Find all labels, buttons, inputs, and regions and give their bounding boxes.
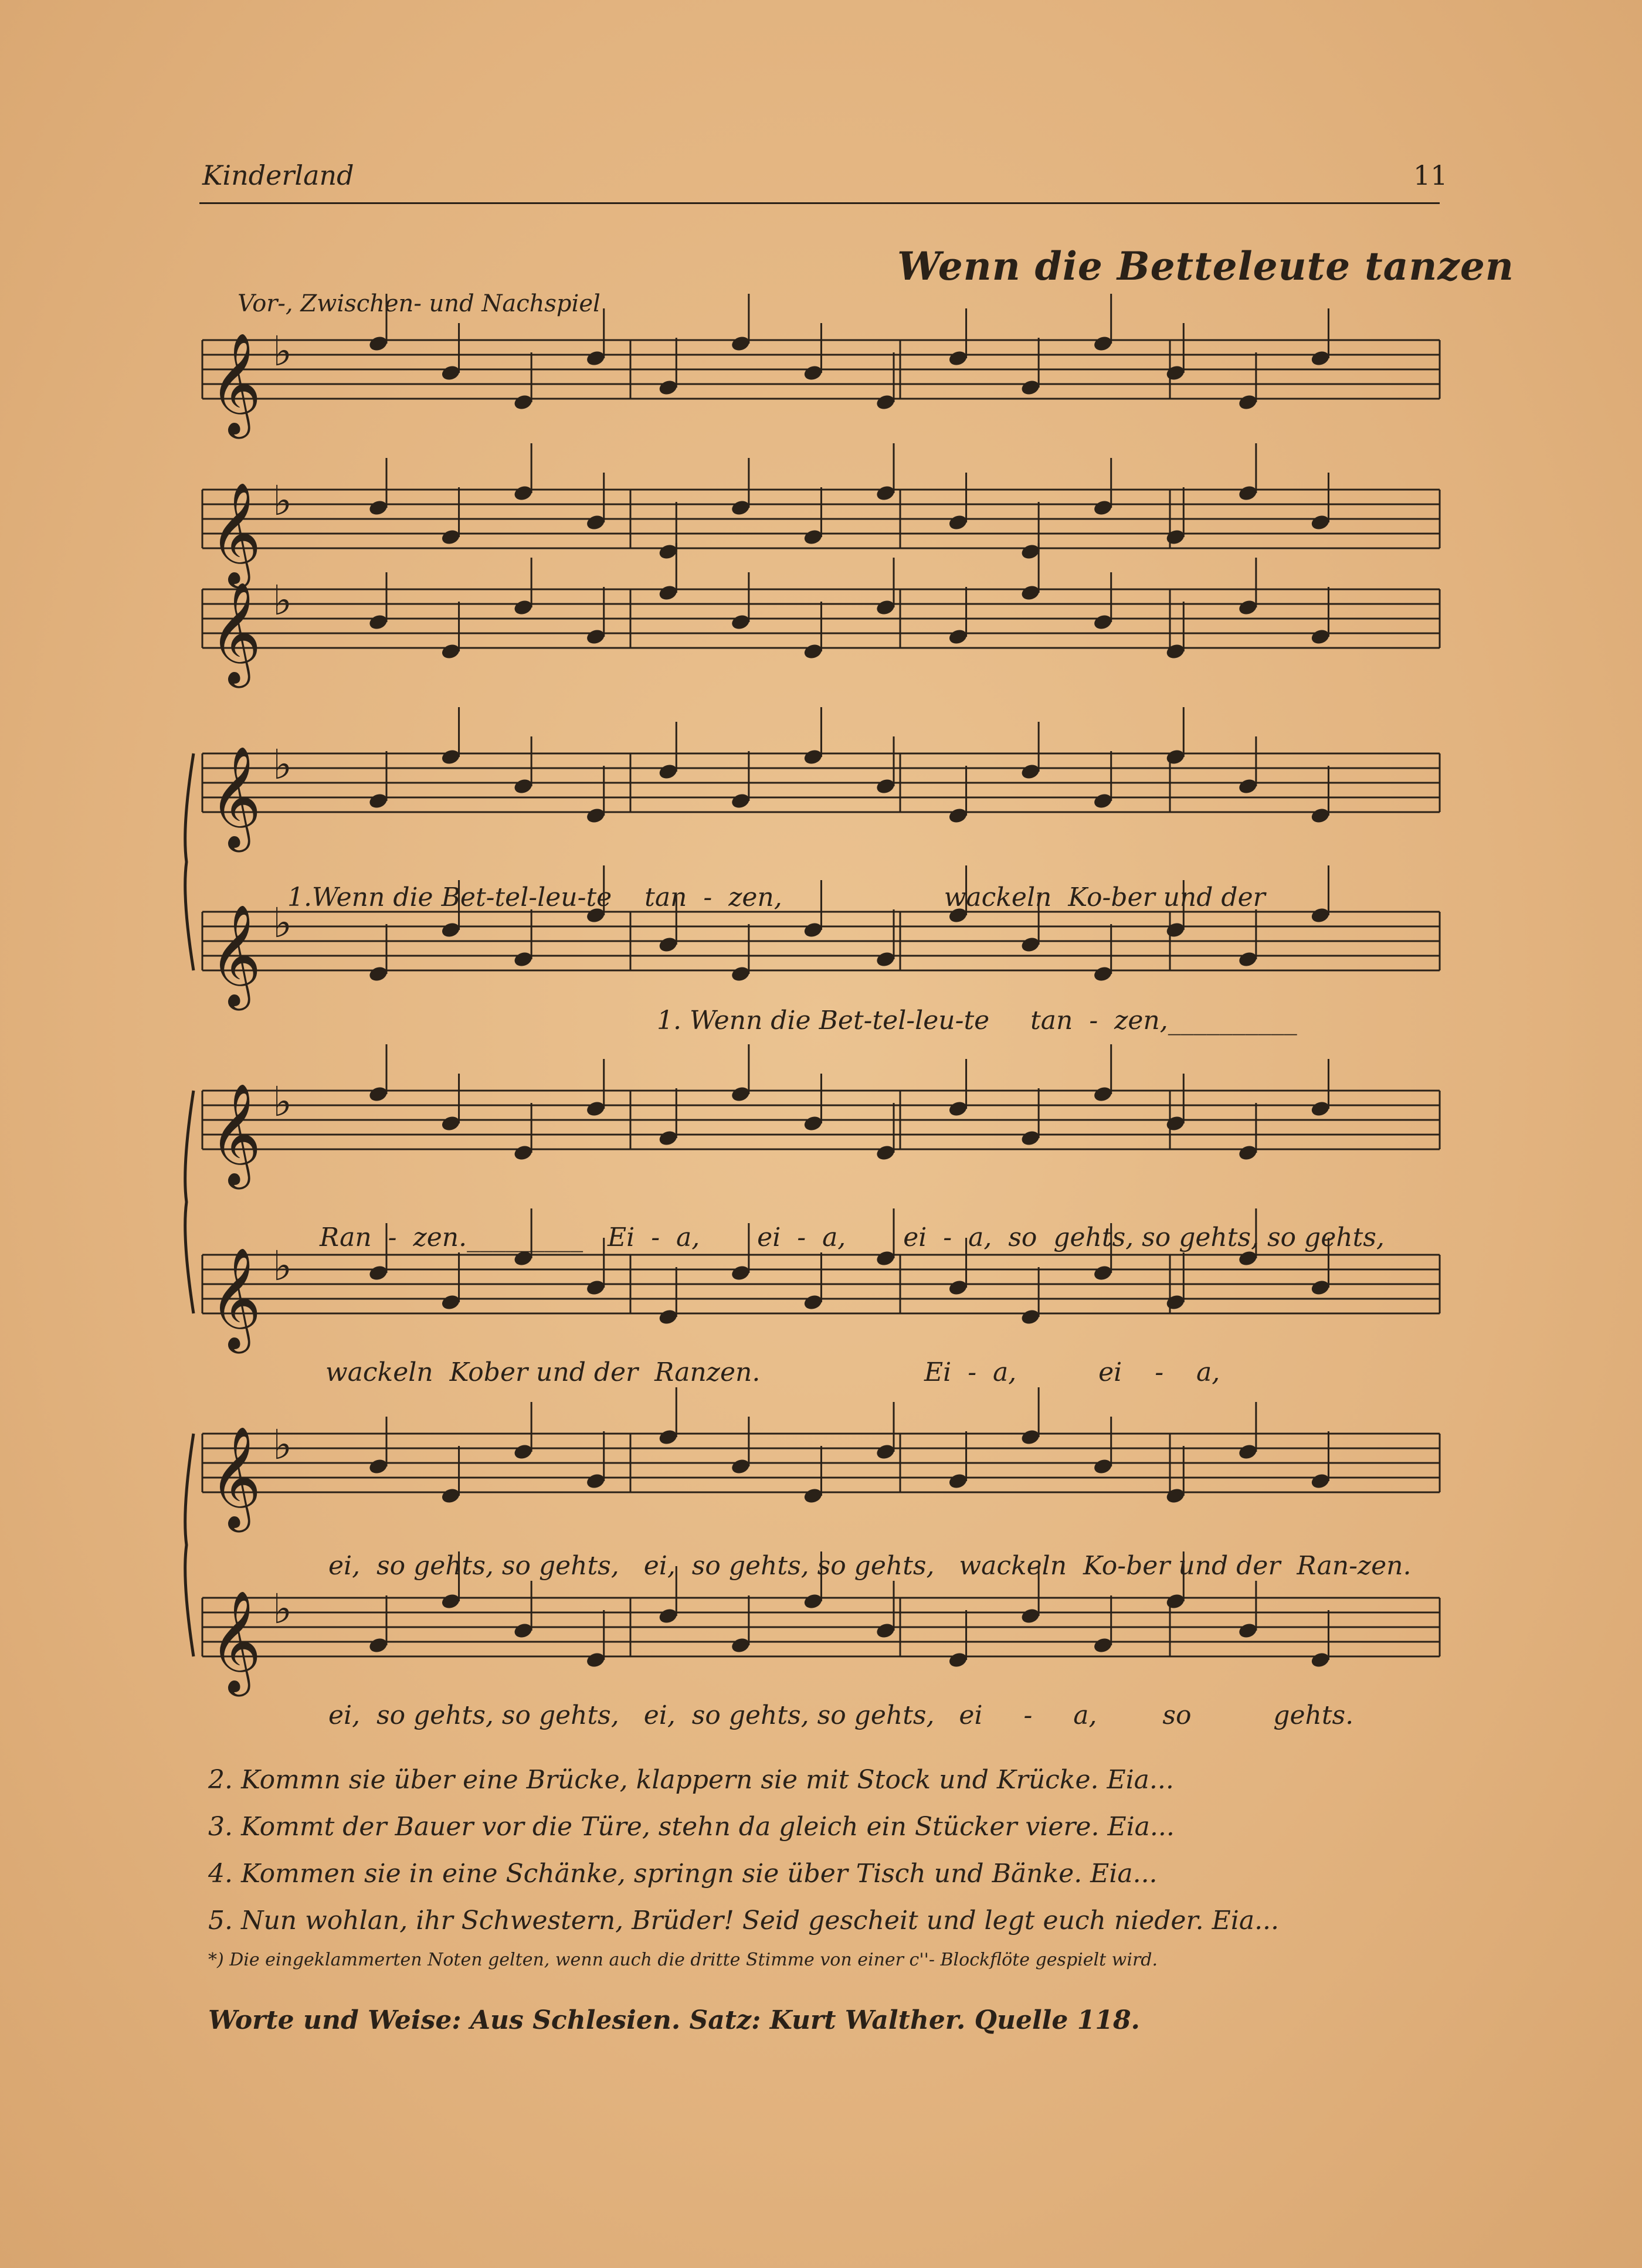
flat-icon: ♭ xyxy=(273,477,293,525)
flat-icon: ♭ xyxy=(273,1078,293,1126)
verse-3: 3. Kommt der Bauer vor die Türe, stehn da gleich ein Stücker viere. Eia... xyxy=(208,1812,1175,1842)
lyric-system2-upper: Ran - zen._________ Ei - a, ei - a, ei - a, so gehts, so gehts, so gehts, xyxy=(320,1223,1385,1252)
lyric-system2-lower: wackeln Kober und der Ranzen. Ei - a, ei - a, xyxy=(325,1357,1220,1387)
flat-icon: ♭ xyxy=(273,1242,293,1290)
verse-2: 2. Kommn sie über eine Brücke, klappern sie mit Stock und Krücke. Eia... xyxy=(208,1765,1174,1795)
flat-icon: ♭ xyxy=(273,899,293,947)
treble-clef-icon: 𝄞 xyxy=(209,746,262,848)
running-header-title: Kinderland xyxy=(202,159,354,191)
notes xyxy=(368,1044,1331,1162)
lyric-system3-upper: ei, so gehts, so gehts, ei, so gehts, so gehts, wackeln Ko-ber und der Ran-zen. xyxy=(328,1551,1412,1581)
flat-icon: ♭ xyxy=(273,576,293,624)
treble-clef-icon: 𝄞 xyxy=(209,1426,262,1528)
credits: Worte und Weise: Aus Schlesien. Satz: Kurt Walther. Quelle 118. xyxy=(208,2005,1140,2035)
page-number: 11 xyxy=(1413,159,1448,191)
notes xyxy=(368,1387,1331,1505)
notes xyxy=(368,443,1331,561)
treble-clef-icon: 𝄞 xyxy=(209,1590,262,1692)
system-brace xyxy=(185,753,194,970)
treble-clef-icon: 𝄞 xyxy=(209,904,262,1006)
notes xyxy=(368,543,1331,660)
footnote: *) Die eingeklammerten Noten gelten, wenn auch die dritte Stimme von einer c''- Blockflöte gespielt wird. xyxy=(208,1950,1158,1970)
treble-clef-icon: 𝄞 xyxy=(209,1083,262,1185)
treble-clef-icon: 𝄞 xyxy=(209,1247,262,1349)
flat-icon: ♭ xyxy=(273,1421,293,1469)
lyric-system1-lower: 1. Wenn die Bet-tel-leu-te tan - zen,__________ xyxy=(657,1006,1297,1035)
treble-clef-icon: 𝄞 xyxy=(209,482,262,584)
flat-icon: ♭ xyxy=(273,1585,293,1633)
treble-clef-icon: 𝄞 xyxy=(209,582,262,684)
flat-icon: ♭ xyxy=(273,327,293,375)
notes xyxy=(368,707,1331,824)
verse-4: 4. Kommen sie in eine Schänke, springn sie über Tisch und Bänke. Eia... xyxy=(208,1859,1158,1889)
notes xyxy=(368,294,1331,411)
system-brace xyxy=(185,1434,194,1656)
flat-icon: ♭ xyxy=(273,741,293,789)
lyric-system3-lower: ei, so gehts, so gehts, ei, so gehts, so gehts, ei - a, so gehts. xyxy=(328,1700,1354,1730)
lyric-system1-upper: 1.Wenn die Bet-tel-leu-te tan - zen,__________ wackeln Ko-ber und der xyxy=(287,882,1266,912)
treble-clef-icon: 𝄞 xyxy=(209,332,262,434)
song-title: Wenn die Betteleute tanzen xyxy=(897,243,1514,289)
verse-5: 5. Nun wohlan, ihr Schwestern, Brüder! Seid gescheit und legt euch nieder. Eia... xyxy=(208,1906,1280,1936)
prelude-label: Vor-, Zwischen- und Nachspiel xyxy=(238,290,601,317)
system-brace xyxy=(185,1091,194,1313)
